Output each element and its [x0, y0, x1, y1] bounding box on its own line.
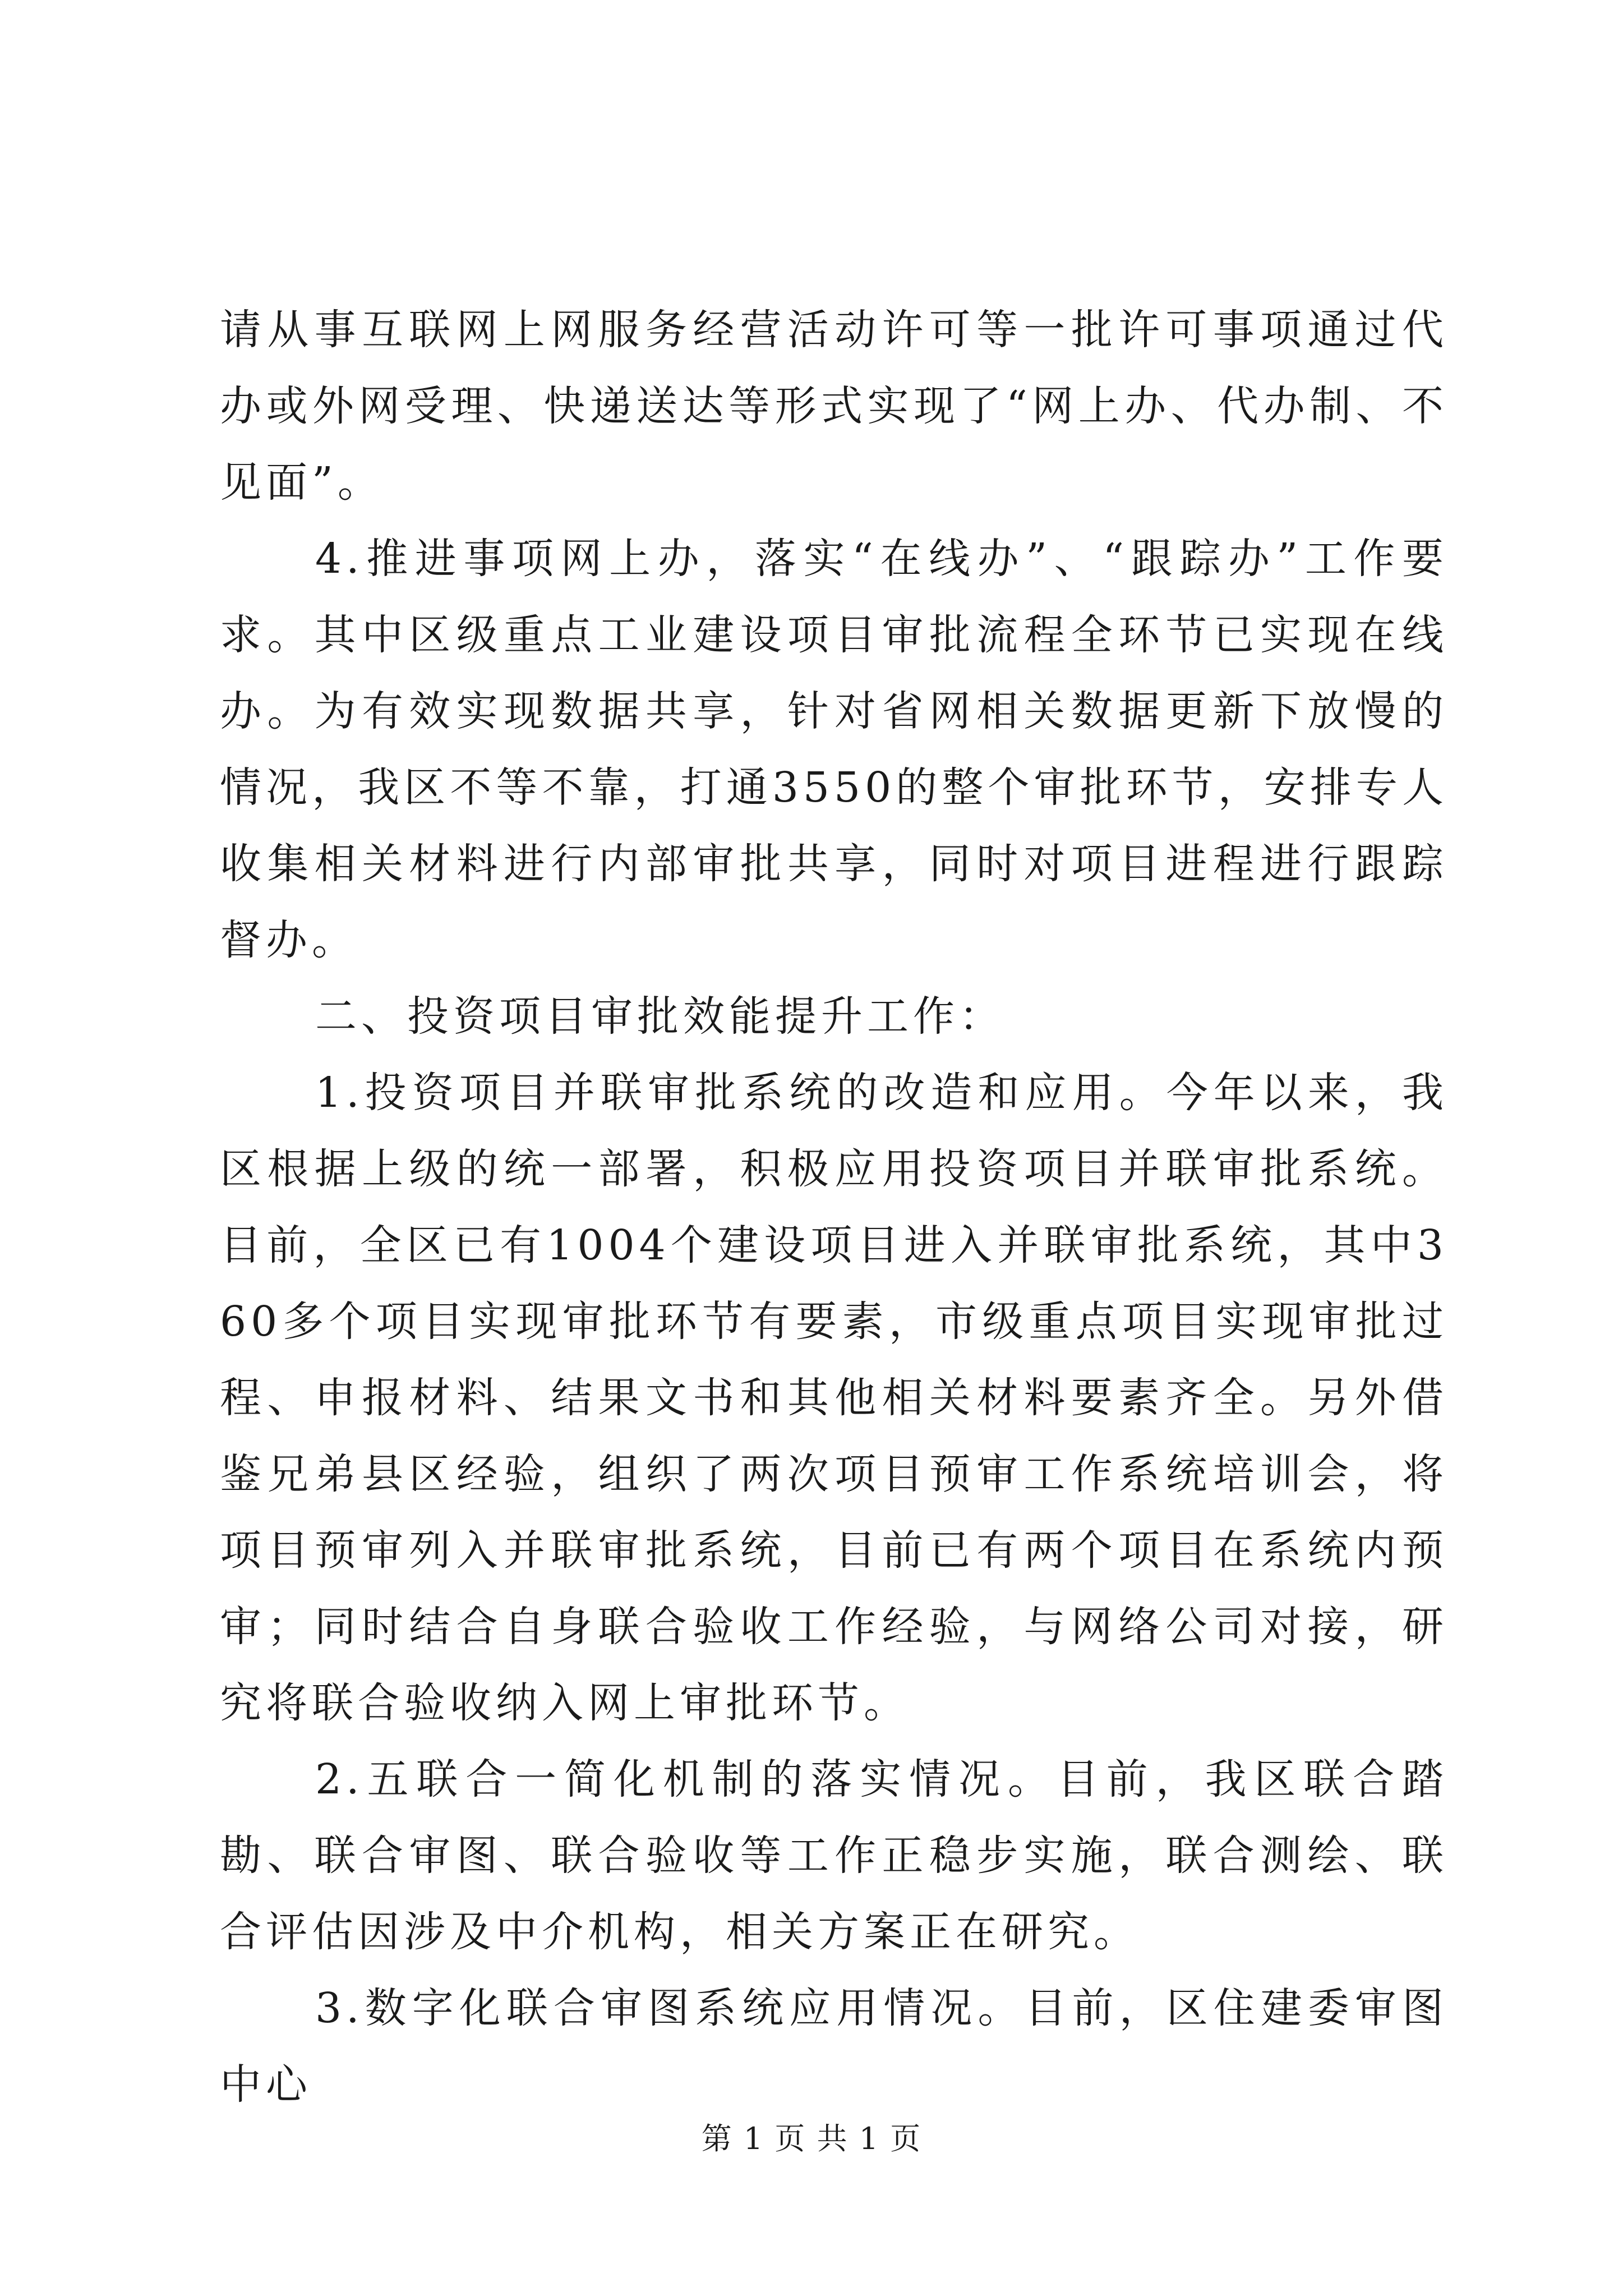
paragraph-online-processing: 4.推进事项网上办，落实“在线办”、“跟踪办”工作要求。其中区级重点工业建设项目审批流程全环节已实现在线办。为有效实现数据共享，针对省网相关数据更新下放慢的情况，我区不等不靠，打通3550的整个审批环节，安排专人收集相关材料进行内部审批共享，同时对项目进程进行跟踪督办。: [220, 535, 1448, 964]
paragraph-parallel-approval-system: 1.投资项目并联审批系统的改造和应用。今年以来，我区根据上级的统一部署，积极应用投资项目并联审批系统。目前，全区已有1004个建设项目进入并联审批系统，其中360多个项目实现审批环节有要素，市级重点项目实现审批过程、申报材料、结果文书和其他相关材料要素齐全。另外借鉴兄弟县区经验，组织了两次项目预审工作系统培训会，将项目预审列入并联审批系统，目前已有两个项目在系统内预审；同时结合自身联合验收工作经验，与网络公司对接，研究将联合验收纳入网上审批环节。: [220, 1069, 1448, 1727]
section-heading-investment-approval: 二、投资项目审批效能提升工作：: [315, 992, 1005, 1041]
paragraph-five-joint-mechanism: 2.五联合一简化机制的落实情况。目前，我区联合踏勘、联合审图、联合验收等工作正稳步实施，联合测绘、联合评估因涉及中介机构，相关方案正在研究。: [220, 1755, 1448, 1956]
page-footer: 第 1 页 共 1 页: [701, 2121, 922, 2156]
document-body: [220, 292, 1448, 2123]
paragraph-online-approval-summary: 请从事互联网上网服务经营活动许可等一批许可事项通过代办或外网受理、快递送达等形式实现了“网上办、代办制、不见面”。: [220, 306, 1448, 507]
paragraph-digital-joint-review: 3.数字化联合审图系统应用情况。目前，区住建委审图中心: [220, 1984, 1448, 2109]
